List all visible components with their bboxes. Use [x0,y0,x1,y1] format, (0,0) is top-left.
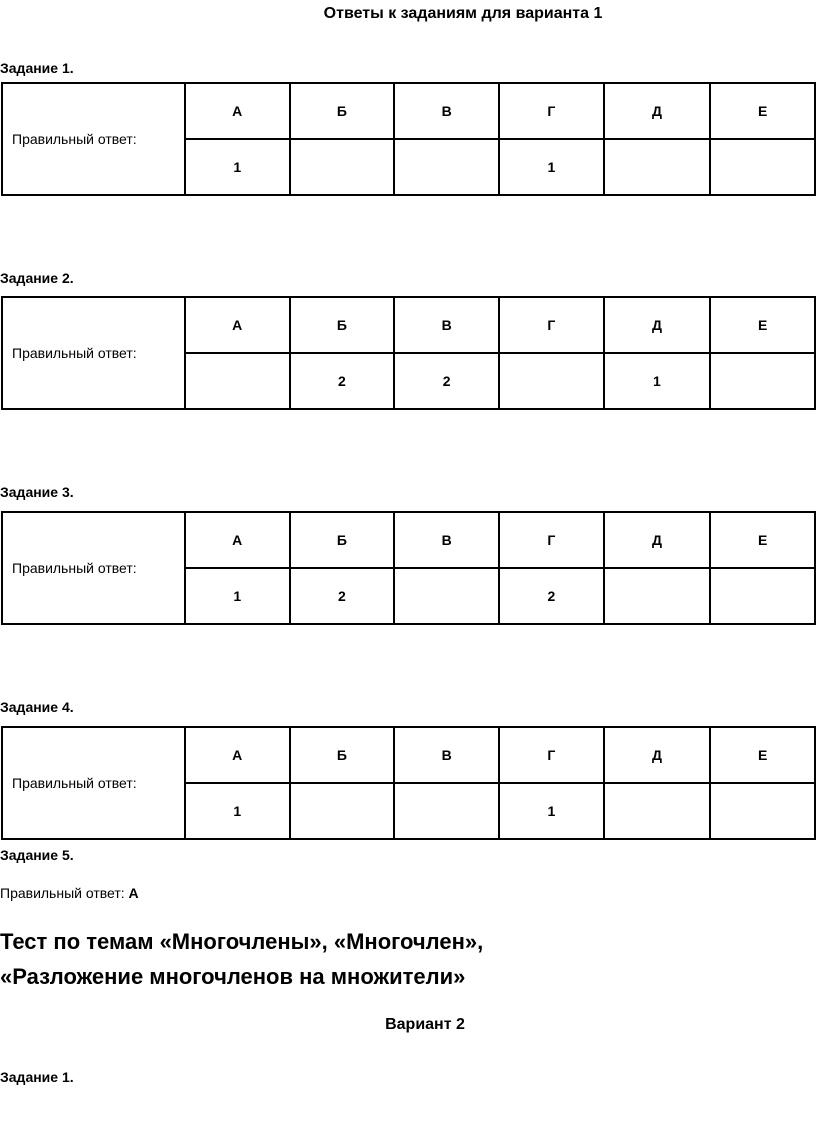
answer-cell [710,353,815,409]
column-header: Д [604,297,711,353]
column-header: Б [290,512,395,568]
answer-cell [499,353,604,409]
answer-cell: 1 [499,783,604,839]
answer-cell [185,353,290,409]
task-1-label: Задание 1. [0,60,74,76]
column-header: А [185,727,290,783]
column-header: А [185,512,290,568]
answer-cell [290,783,395,839]
column-header: Г [499,83,604,139]
answer-cell: 1 [499,139,604,195]
answer-cell [290,139,395,195]
variant-title: Вариант 2 [385,1016,465,1033]
column-header: Д [604,512,711,568]
answer-label: Правильный ответ: [2,297,185,409]
column-header: Б [290,727,395,783]
task-2-answer-table [1,296,816,410]
task-5-answer-value: А [128,885,139,901]
answer-cell [394,568,499,624]
column-header: Б [290,297,395,353]
task-1-answer-table [1,82,816,196]
answer-cell [604,783,711,839]
answer-cell: 2 [394,353,499,409]
column-header: В [394,297,499,353]
answer-cell: 2 [290,568,395,624]
task-2-label: Задание 2. [0,270,74,286]
column-header: В [394,727,499,783]
answer-cell: 1 [604,353,711,409]
answer-cell [710,139,815,195]
answer-cell: 1 [185,783,290,839]
column-header: Е [710,297,815,353]
next-task-label: Задание 1. [0,1069,74,1085]
answer-cell [604,568,711,624]
task-5-label: Задание 5. [0,847,74,863]
test-heading-line-2: «Разложение многочленов на множители» [0,964,466,989]
column-header: Е [710,727,815,783]
column-header: А [185,83,290,139]
answer-label: Правильный ответ: [2,83,185,195]
column-header: Д [604,83,711,139]
column-header: В [394,512,499,568]
answer-cell: 2 [290,353,395,409]
page-title: Ответы к заданиям для варианта 1 [323,5,603,22]
answer-label: Правильный ответ: [2,727,185,839]
task-4-label: Задание 4. [0,699,74,715]
answer-cell: 2 [499,568,604,624]
column-header: Д [604,727,711,783]
answer-cell [394,783,499,839]
answer-cell [710,568,815,624]
task-3-label: Задание 3. [0,484,74,500]
column-header: Г [499,297,604,353]
answer-cell [710,783,815,839]
answer-label: Правильный ответ: [2,512,185,624]
task-5-answer-prefix: Правильный ответ: [0,885,125,901]
column-header: Е [710,512,815,568]
task-4-answer-table [1,726,816,840]
column-header: Г [499,727,604,783]
answer-cell [394,139,499,195]
answer-cell [604,139,711,195]
column-header: Е [710,83,815,139]
task-5-answer [0,884,139,902]
answer-cell: 1 [185,139,290,195]
column-header: В [394,83,499,139]
column-header: А [185,297,290,353]
column-header: Б [290,83,395,139]
answer-cell: 1 [185,568,290,624]
column-header: Г [499,512,604,568]
task-3-answer-table [1,511,816,625]
test-heading-line-1: Тест по темам «Многочлены», «Многочлен», [0,929,484,954]
